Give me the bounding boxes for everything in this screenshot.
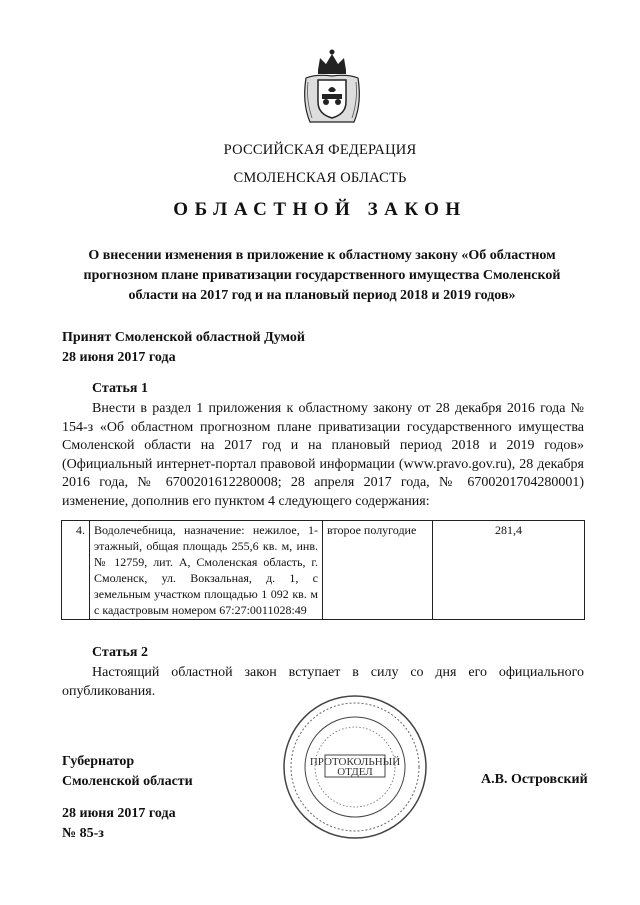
country-name: РОССИЙСКАЯ ФЕДЕРАЦИЯ [223,142,417,158]
article-2-title: Статья 2 [92,645,148,660]
governor-region: Смоленской области [62,774,193,789]
governor-title: Губернатор [62,754,135,769]
coat-of-arms-emblem [300,48,364,128]
property-description: Водолечебница, назначение: нежилое, 1-этажный, общая площадь 255,6 кв. м, инв. № 12759, лит. А, Смоленская область, г. Смоленск, ул. Вокзальная, д. 1, с земельным участком площадью 1 092 кв. м с кадастровым номером 67:27:0011028:49 [90,521,323,620]
official-seal-stamp [281,693,429,841]
accepted-date: 28 июня 2017 года [62,350,176,365]
article-2-text: Настоящий областной закон вступает в силу со дня его официального опубликования. [62,665,584,699]
law-subject-title: О внесении изменения в приложение к областному закону «Об областном прогнозном плане приватизации государственного имущества Смоленской области на 2017 год и на плановый период 2018 и 2019 годов» [83,248,561,303]
stamp-center-line2: ОТДЕЛ [337,766,373,778]
privatization-period: второе полугодие [323,521,433,620]
signing-date: 28 июня 2017 года [62,806,176,821]
document-type-heading: ОБЛАСТНОЙ ЗАКОН [173,199,467,220]
table-row [62,521,585,620]
acceptance-block [62,328,305,368]
article-1-title: Статья 1 [92,381,148,396]
law-number: № 85-з [62,826,104,841]
accepted-by: Принят Смоленской областной Думой [62,330,305,345]
article-1-text: Внести в раздел 1 приложения к областному закону от 28 декабря 2016 года № 154-з «Об областном прогнозном плане приватизации государственного имущества Смоленской области на 2017 год и на плановый период 2018 и 2019 годов» (Официальный интернет-портал правовой информации (www.pravo.gov.ru), 28 декабря 2016 года, № 6700201612280008; 28 апреля 2017 года, № 6700201704280001) изменение, дополнив его пунктом 4 следующего содержания: [62,401,584,509]
document-footer [62,804,176,844]
governor-block [62,752,193,792]
stamp-center-line1: ПРОТОКОЛЬНЫЙ [309,756,401,768]
region-name: СМОЛЕНСКАЯ ОБЛАСТЬ [233,170,407,186]
estimated-amount: 281,4 [433,521,585,620]
amendment-table [61,520,585,620]
governor-name: А.В. Островский [481,772,588,787]
item-number: 4. [62,521,90,620]
